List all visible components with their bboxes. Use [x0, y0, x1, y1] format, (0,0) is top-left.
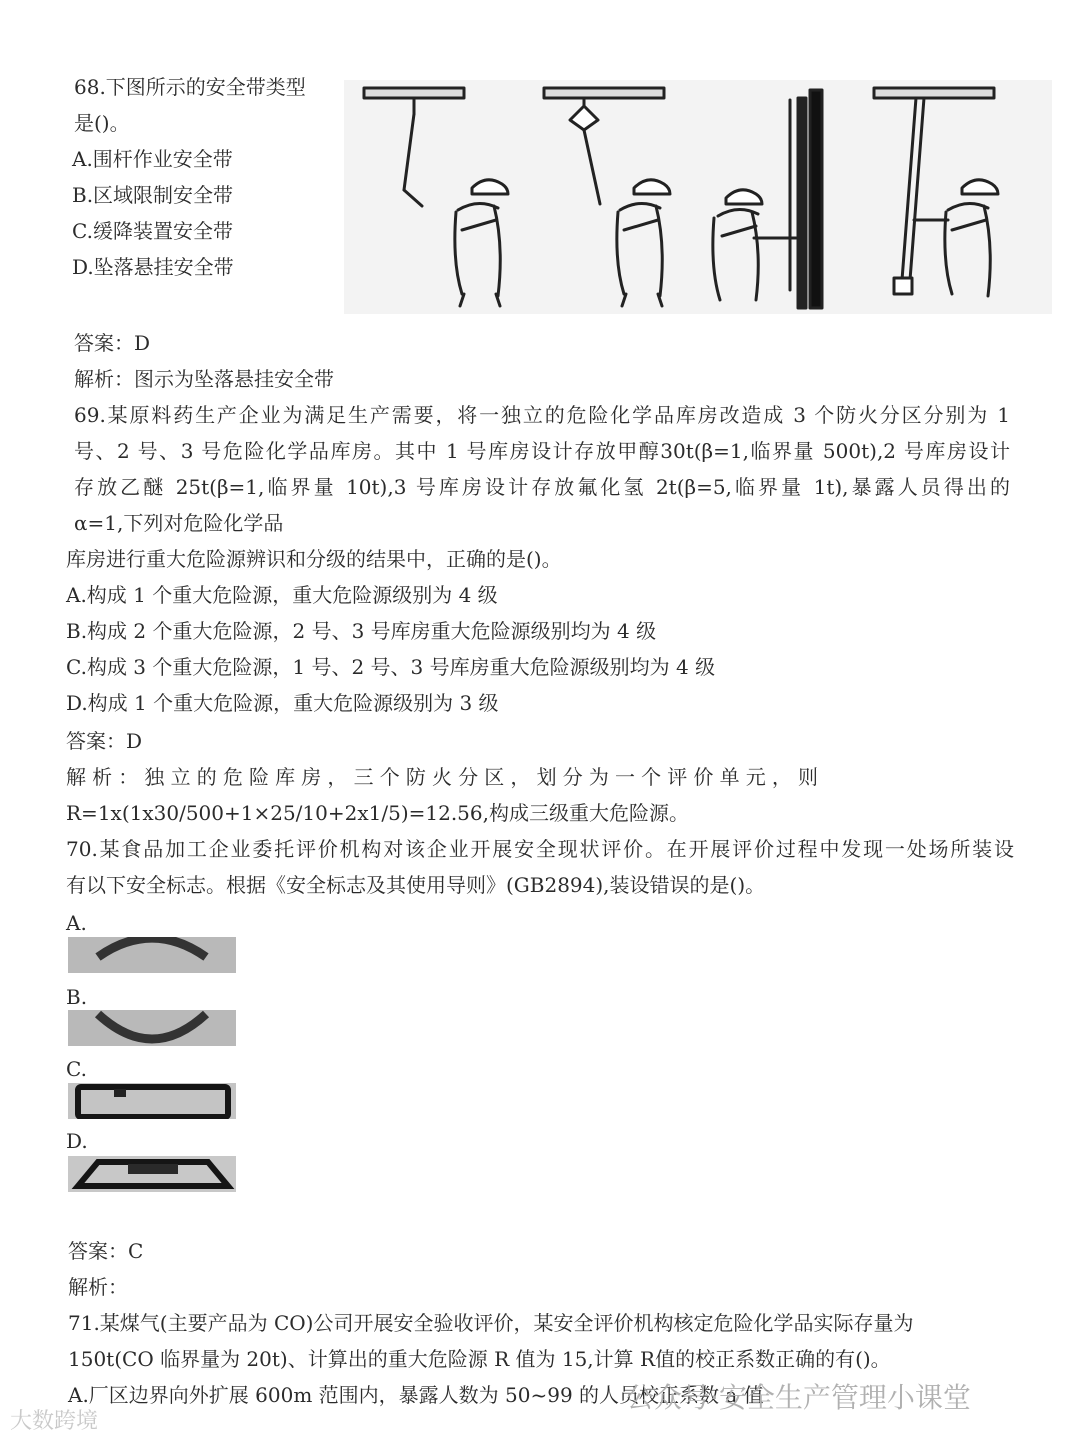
- q69-answer: 答案：D: [66, 729, 143, 753]
- q70-answer: 答案：C: [68, 1239, 144, 1263]
- q70-option-d-sign-image: [68, 1156, 236, 1192]
- q68-option-d: D.坠落悬挂安全带: [72, 255, 234, 279]
- q68-stem-line2: 是()。: [74, 111, 130, 135]
- q68-answer: 答案：D: [74, 331, 151, 355]
- watermark-right: 公众号·安全生产管理小课堂: [626, 1381, 971, 1414]
- q69-analysis-line2: R=1x(1x30/500+1×25/10+2x1/5)=12.56,构成三级重大危险源。: [66, 801, 689, 825]
- q71-option-a: A.厂区边界向外扩展 600m 范围内，暴露人数为 50~99 的人员校正系数 a 值: [68, 1383, 764, 1407]
- q69-option-d: D.构成 1 个重大危险源，重大危险源级别为 3 级: [66, 691, 499, 715]
- worker-figure-1: [364, 88, 508, 306]
- q70-option-b-label: B.: [66, 985, 88, 1009]
- q69-analysis-line1: 解析：独立的危险库房，三个防火分区，划分为一个评价单元，则: [66, 765, 818, 789]
- q69-stem-line5: 库房进行重大危险源辨识和分级的结果中，正确的是()。: [66, 547, 562, 571]
- q69-option-c: C.构成 3 个重大危险源，1 号、2 号、3 号库房重大危险源级别均为 4 级: [66, 655, 716, 679]
- worker-figure-3: [713, 90, 822, 308]
- q70-option-d-label: D.: [66, 1129, 88, 1153]
- q68-option-c: C.缓降装置安全带: [72, 219, 233, 243]
- q70-option-a-sign-image: [68, 937, 236, 973]
- q71-stem-line1: 71.某煤气(主要产品为 CO)公司开展安全验收评价，某安全评价机构核定危险化学品实际存量为: [68, 1311, 914, 1335]
- q68-option-b: B.区域限制安全带: [72, 183, 234, 207]
- worker-figure-4: [874, 88, 998, 296]
- safety-harness-figure: [344, 80, 1052, 314]
- q69-stem-line1: 69.某原料药生产企业为满足生产需要，将一独立的危险化学品库房改造成 3 个防火分区分别为 1: [74, 403, 1010, 427]
- q70-option-a-label: A.: [66, 911, 87, 935]
- worker-figure-2: [544, 88, 670, 306]
- q69-option-b: B.构成 2 个重大危险源，2 号、3 号库房重大危险源级别均为 4 级: [66, 619, 657, 643]
- q71-stem-line2: 150t(CO 临界量为 20t)、计算出的重大危险源 R 值为 15,计算 R值的校正系数正确的有()。: [68, 1347, 891, 1371]
- q70-stem-line1: 70.某食品加工企业委托评价机构对该企业开展安全现状评价。在开展评价过程中发现一处场所装设: [66, 837, 1014, 861]
- q69-stem-line2: 号、2 号、3 号危险化学品库房。其中 1 号库房设计存放甲醇30t(β=1,临界量 500t),2 号库房设计: [74, 439, 1010, 463]
- q68-option-a: A.围杆作业安全带: [72, 147, 233, 171]
- q68-analysis: 解析：图示为坠落悬挂安全带: [74, 367, 334, 391]
- q70-stem-line2: 有以下安全标志。根据《安全标志及其使用导则》(GB2894),装设错误的是()。: [66, 873, 766, 897]
- watermark-left: 大数跨境: [10, 1409, 99, 1434]
- q70-option-b-sign-image: [68, 1010, 236, 1046]
- q69-stem-line4: α=1,下列对危险化学品: [74, 511, 284, 535]
- q70-option-c-label: C.: [66, 1057, 87, 1081]
- q69-stem-line3: 存放乙醚 25t(β=1,临界量 10t),3 号库房设计存放氟化氢 2t(β=5,临界量 1t),暴露人员得出的: [74, 475, 1010, 499]
- q68-stem-line1: 68.下图所示的安全带类型: [74, 75, 306, 99]
- q70-analysis: 解析：: [68, 1275, 128, 1299]
- q69-option-a: A.构成 1 个重大危险源，重大危险源级别为 4 级: [66, 583, 498, 607]
- q70-option-c-sign-image: [68, 1083, 236, 1119]
